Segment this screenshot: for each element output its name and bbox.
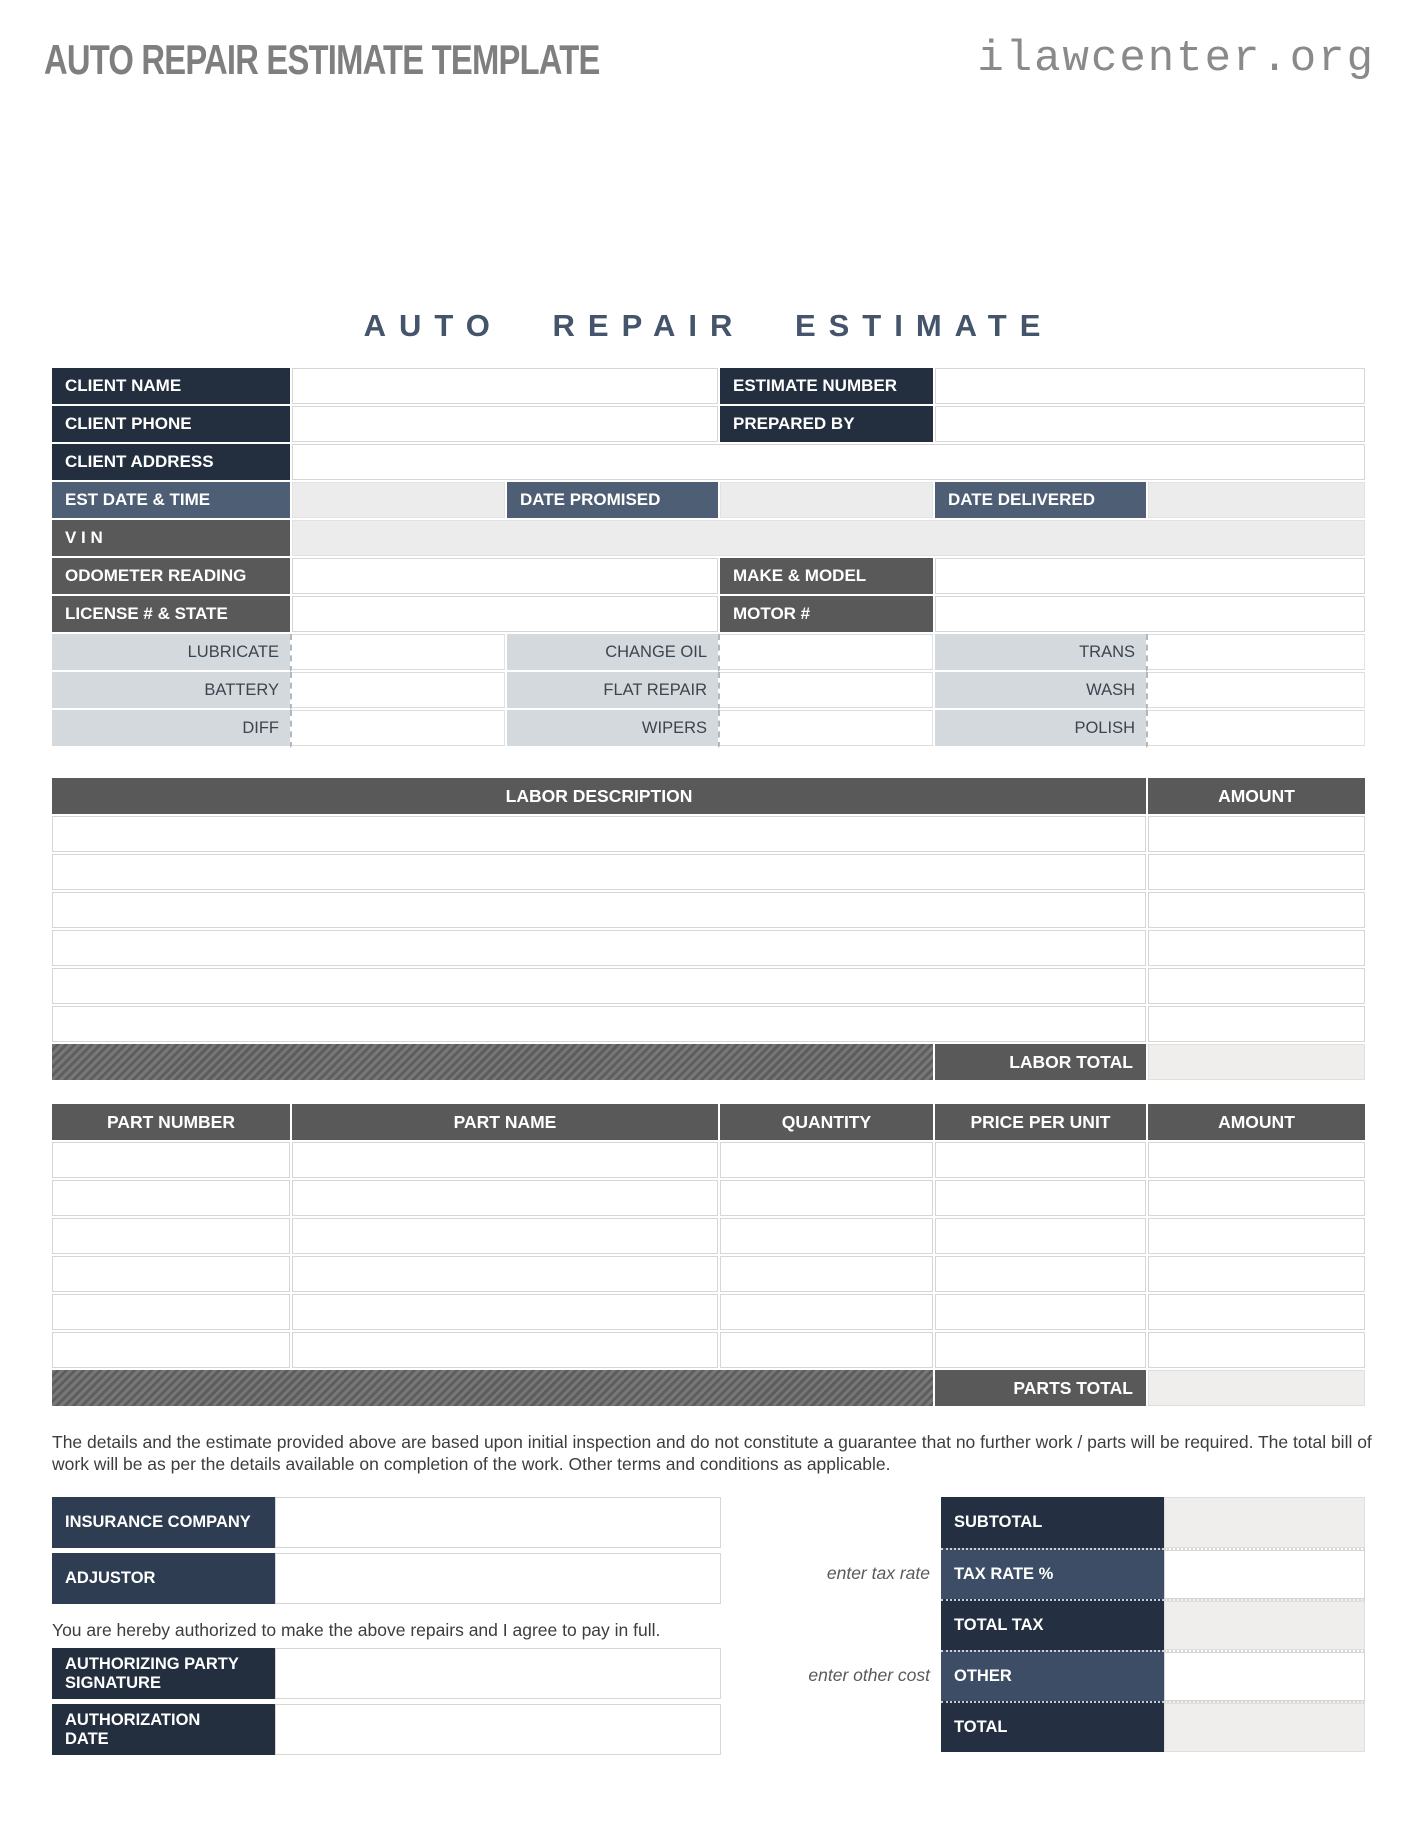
- price-per-unit-field[interactable]: [933, 1180, 1146, 1218]
- part-number-field[interactable]: [52, 1142, 290, 1180]
- parts-amount-field[interactable]: [1146, 1142, 1365, 1180]
- service-row-2: [52, 672, 1365, 710]
- insurance-company-field[interactable]: [275, 1497, 721, 1548]
- total-tax-label: TOTAL TAX: [941, 1599, 1164, 1650]
- authorization-date-label: AUTHORIZATION DATE: [52, 1704, 275, 1755]
- price-per-unit-field[interactable]: [933, 1294, 1146, 1332]
- labor-header-row: [52, 778, 1365, 816]
- price-per-unit-field[interactable]: [933, 1332, 1146, 1370]
- service-row-3: [52, 710, 1365, 748]
- wash-checkbox[interactable]: [1146, 672, 1365, 710]
- quantity-field[interactable]: [718, 1256, 933, 1294]
- part-number-field[interactable]: [52, 1332, 290, 1370]
- client-address-field[interactable]: [290, 444, 1365, 482]
- license-label: LICENSE # & STATE: [52, 596, 290, 634]
- labor-amount-field[interactable]: [1146, 930, 1365, 968]
- parts-amount-field[interactable]: [1146, 1180, 1365, 1218]
- part-name-field[interactable]: [290, 1294, 718, 1332]
- wipers-label: WIPERS: [505, 710, 718, 748]
- authorization-date-row: [52, 1704, 721, 1755]
- authorizing-signature-row: [52, 1648, 721, 1699]
- labor-total-stripes: [52, 1044, 933, 1082]
- parts-row: [52, 1218, 1365, 1256]
- labor-description-field[interactable]: [52, 854, 1146, 892]
- total-tax-row: [941, 1599, 1365, 1650]
- subtotal-row: [941, 1497, 1365, 1548]
- labor-description-field[interactable]: [52, 1006, 1146, 1044]
- client-phone-label: CLIENT PHONE: [52, 406, 290, 444]
- price-per-unit-header: PRICE PER UNIT: [933, 1104, 1146, 1142]
- parts-total-label: PARTS TOTAL: [933, 1370, 1146, 1408]
- quantity-header: QUANTITY: [718, 1104, 933, 1142]
- est-date-time-label: EST DATE & TIME: [52, 482, 290, 520]
- tax-rate-hint: enter tax rate: [826, 1563, 930, 1583]
- other-cost-hint: enter other cost: [808, 1665, 930, 1685]
- parts-row: [52, 1180, 1365, 1218]
- labor-table: [52, 778, 1365, 1082]
- price-per-unit-field[interactable]: [933, 1256, 1146, 1294]
- service-row-1: [52, 634, 1365, 672]
- diff-checkbox[interactable]: [290, 710, 505, 748]
- part-name-field[interactable]: [290, 1332, 718, 1370]
- other-row: [941, 1650, 1365, 1701]
- part-name-field[interactable]: [290, 1256, 718, 1294]
- diff-label: DIFF: [52, 710, 290, 748]
- flat-repair-checkbox[interactable]: [718, 672, 933, 710]
- insurance-company-label: INSURANCE COMPANY: [52, 1497, 275, 1548]
- labor-total-label: LABOR TOTAL: [933, 1044, 1146, 1082]
- prepared-by-label: PREPARED BY: [718, 406, 933, 444]
- labor-total-row: [52, 1044, 1365, 1082]
- part-number-header: PART NUMBER: [52, 1104, 290, 1142]
- labor-description-field[interactable]: [52, 968, 1146, 1006]
- client-address-row: [52, 444, 1365, 482]
- tax-rate-field[interactable]: [1164, 1548, 1365, 1599]
- motor-field[interactable]: [933, 596, 1365, 634]
- vin-field[interactable]: [290, 520, 1365, 558]
- client-phone-field[interactable]: [290, 406, 718, 444]
- client-address-label: CLIENT ADDRESS: [52, 444, 290, 482]
- other-field[interactable]: [1164, 1650, 1365, 1701]
- parts-total-row: [52, 1370, 1365, 1408]
- wipers-checkbox[interactable]: [718, 710, 933, 748]
- parts-table: [52, 1104, 1365, 1408]
- labor-row: [52, 854, 1365, 892]
- date-delivered-field[interactable]: [1146, 482, 1365, 520]
- total-row: [941, 1701, 1365, 1752]
- subtotal-label: SUBTOTAL: [941, 1497, 1164, 1548]
- make-model-field[interactable]: [933, 558, 1365, 596]
- parts-total-field[interactable]: [1146, 1370, 1365, 1408]
- document-title: AUTO REPAIR ESTIMATE TEMPLATE: [44, 36, 600, 83]
- insurance-company-row: [52, 1497, 721, 1548]
- tax-rate-row: [941, 1548, 1365, 1599]
- authorization-note: You are hereby authorized to make the above repairs and I agree to pay in full.: [52, 1620, 661, 1640]
- license-field[interactable]: [290, 596, 718, 634]
- estimate-number-field[interactable]: [933, 368, 1365, 406]
- estimate-number-label: ESTIMATE NUMBER: [718, 368, 933, 406]
- labor-total-field[interactable]: [1146, 1044, 1365, 1082]
- authorizing-signature-field[interactable]: [275, 1648, 721, 1699]
- parts-row: [52, 1142, 1365, 1180]
- part-number-field[interactable]: [52, 1294, 290, 1332]
- labor-amount-field[interactable]: [1146, 968, 1365, 1006]
- site-name: ilawcenter.org: [977, 34, 1375, 84]
- parts-amount-header: AMOUNT: [1146, 1104, 1365, 1142]
- parts-amount-field[interactable]: [1146, 1294, 1365, 1332]
- labor-amount-header: AMOUNT: [1146, 778, 1365, 816]
- parts-amount-field[interactable]: [1146, 1332, 1365, 1370]
- vin-row: [52, 520, 1365, 558]
- labor-description-field[interactable]: [52, 930, 1146, 968]
- part-number-field[interactable]: [52, 1218, 290, 1256]
- quantity-field[interactable]: [718, 1332, 933, 1370]
- price-per-unit-field[interactable]: [933, 1218, 1146, 1256]
- client-phone-row: [52, 406, 1365, 444]
- labor-amount-field[interactable]: [1146, 1006, 1365, 1044]
- trans-checkbox[interactable]: [1146, 634, 1365, 672]
- motor-label: MOTOR #: [718, 596, 933, 634]
- battery-label: BATTERY: [52, 672, 290, 710]
- parts-row: [52, 1256, 1365, 1294]
- labor-description-header: LABOR DESCRIPTION: [52, 778, 1146, 816]
- labor-row: [52, 892, 1365, 930]
- parts-header-row: [52, 1104, 1365, 1142]
- part-number-field[interactable]: [52, 1256, 290, 1294]
- date-delivered-label: DATE DELIVERED: [933, 482, 1146, 520]
- part-number-field[interactable]: [52, 1180, 290, 1218]
- other-label: OTHER: [941, 1650, 1164, 1701]
- total-label: TOTAL: [941, 1701, 1164, 1752]
- quantity-field[interactable]: [718, 1142, 933, 1180]
- total-field[interactable]: [1164, 1701, 1365, 1752]
- lubricate-label: LUBRICATE: [52, 634, 290, 672]
- vin-label: V I N: [52, 520, 290, 558]
- client-info-table: [52, 368, 1365, 748]
- dates-row: [52, 482, 1365, 520]
- adjustor-row: [52, 1553, 721, 1604]
- wash-label: WASH: [933, 672, 1146, 710]
- labor-row: [52, 930, 1365, 968]
- odometer-row: [52, 558, 1365, 596]
- date-promised-field[interactable]: [718, 482, 933, 520]
- client-name-field[interactable]: [290, 368, 718, 406]
- odometer-label: ODOMETER READING: [52, 558, 290, 596]
- parts-amount-field[interactable]: [1146, 1218, 1365, 1256]
- labor-row: [52, 968, 1365, 1006]
- odometer-field[interactable]: [290, 558, 718, 596]
- labor-row: [52, 1006, 1365, 1044]
- make-model-label: MAKE & MODEL: [718, 558, 933, 596]
- part-name-field[interactable]: [290, 1218, 718, 1256]
- est-date-time-field[interactable]: [290, 482, 505, 520]
- quantity-field[interactable]: [718, 1218, 933, 1256]
- adjustor-label: ADJUSTOR: [52, 1553, 275, 1604]
- labor-amount-field[interactable]: [1146, 816, 1365, 854]
- parts-row: [52, 1294, 1365, 1332]
- adjustor-field[interactable]: [275, 1553, 721, 1604]
- authorization-date-field[interactable]: [275, 1704, 721, 1755]
- labor-amount-field[interactable]: [1146, 854, 1365, 892]
- labor-description-field[interactable]: [52, 892, 1146, 930]
- polish-label: POLISH: [933, 710, 1146, 748]
- quantity-field[interactable]: [718, 1294, 933, 1332]
- part-name-header: PART NAME: [290, 1104, 718, 1142]
- disclaimer-text: The details and the estimate provided above are based upon initial inspection and do not constitute a guarantee that no further work / parts will be required. The total bill of work will be as per the details available on completion of the work. Other terms and conditions as applicable.: [52, 1432, 1372, 1474]
- labor-description-field[interactable]: [52, 816, 1146, 854]
- parts-row: [52, 1332, 1365, 1370]
- lubricate-checkbox[interactable]: [290, 634, 505, 672]
- part-name-field[interactable]: [290, 1142, 718, 1180]
- battery-checkbox[interactable]: [290, 672, 505, 710]
- change-oil-label: CHANGE OIL: [505, 634, 718, 672]
- part-name-field[interactable]: [290, 1180, 718, 1218]
- trans-label: TRANS: [933, 634, 1146, 672]
- client-name-label: CLIENT NAME: [52, 368, 290, 406]
- parts-total-stripes: [52, 1370, 933, 1408]
- labor-amount-field[interactable]: [1146, 892, 1365, 930]
- total-tax-field[interactable]: [1164, 1599, 1365, 1650]
- subtotal-field[interactable]: [1164, 1497, 1365, 1548]
- labor-row: [52, 816, 1365, 854]
- prepared-by-field[interactable]: [933, 406, 1365, 444]
- authorizing-signature-label: AUTHORIZING PARTY SIGNATURE: [52, 1648, 275, 1699]
- price-per-unit-field[interactable]: [933, 1142, 1146, 1180]
- flat-repair-label: FLAT REPAIR: [505, 672, 718, 710]
- polish-checkbox[interactable]: [1146, 710, 1365, 748]
- tax-rate-label: TAX RATE %: [941, 1548, 1164, 1599]
- parts-amount-field[interactable]: [1146, 1256, 1365, 1294]
- form-title: AUTO REPAIR ESTIMATE: [363, 308, 1054, 343]
- license-row: [52, 596, 1365, 634]
- date-promised-label: DATE PROMISED: [505, 482, 718, 520]
- client-name-row: [52, 368, 1365, 406]
- quantity-field[interactable]: [718, 1180, 933, 1218]
- change-oil-checkbox[interactable]: [718, 634, 933, 672]
